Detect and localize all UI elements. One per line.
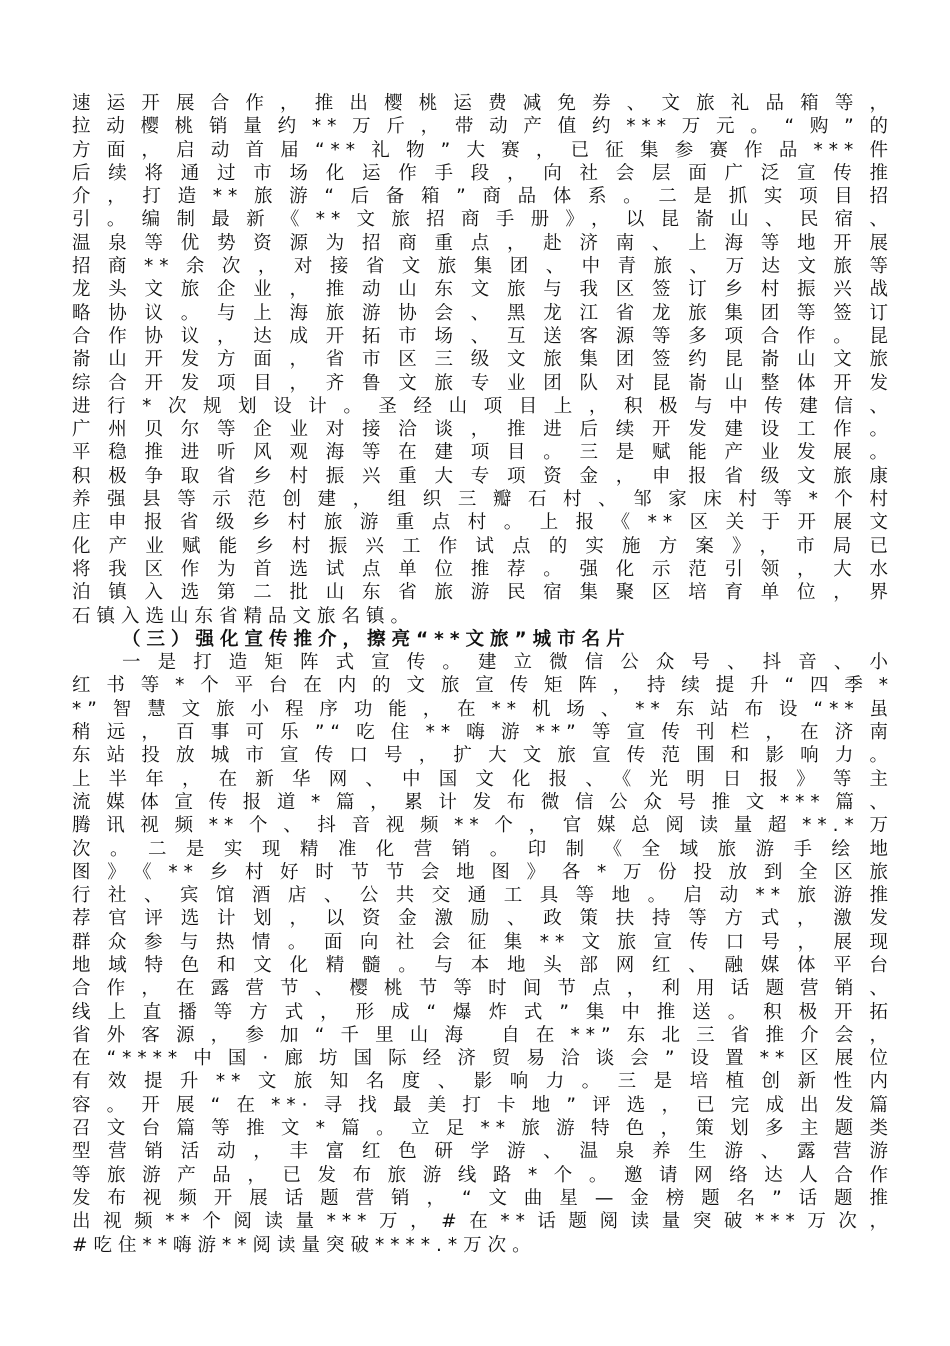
text-line: 次。二是实现精准化营销。印制《全域旅游手绘地 <box>72 838 894 860</box>
text-line: 嵛山开发方面，省市区三级文旅集团签约昆嵛山文旅 <box>72 349 894 371</box>
text-line: 进行*次规划设计。圣经山项目上，积极与中传建信、 <box>72 395 894 417</box>
text-line: #吃住**嗨游**阅读量突破****.*万次。 <box>72 1234 537 1256</box>
text-line: 省外客源，参加“千里山海 自在**”东北三省推介会， <box>72 1024 894 1046</box>
paragraph-1 <box>72 92 894 628</box>
text-line: 速运开展合作，推出樱桃运费减免券、文旅礼品箱等， <box>72 93 894 114</box>
text-line: 上半年，在新华网、中国文化报、《光明日报》等主 <box>72 768 894 790</box>
text-line: 召文台篇等推文*篇。立足**旅游特色，策划多主题类 <box>72 1118 894 1140</box>
text-line: 红书等*个平台在内的文旅宣传矩阵，持续提升“四季* <box>72 675 894 697</box>
text-line: 型营销活动，丰富红色研学游、温泉养生游、露营游 <box>72 1141 894 1163</box>
text-line: 腾讯视频**个、抖音视频**个，官媒总阅读量超**.*万 <box>72 815 894 837</box>
text-line: 有效提升**文旅知名度、影响力。三是培植创新性内 <box>72 1071 894 1093</box>
text-line: 东站投放城市宣传口号，扩大文旅宣传范围和影响力。 <box>72 745 894 767</box>
text-line: 合作，在露营节、樱桃节等时间节点，利用话题营销、 <box>72 978 894 1000</box>
text-line: 引。编制最新《**文旅招商手册》，以昆嵛山、民宿、 <box>72 209 894 231</box>
text-line: 平稳推进听风观海等在建项目。三是赋能产业发展。 <box>72 442 894 464</box>
text-line: 方面，启动首届“**礼物”大赛，已征集参赛作品***件 <box>72 139 894 161</box>
text-line: 稍远，百事可乐”“吃住**嗨游**”等宣传刊栏，在济南 <box>72 722 894 744</box>
text-line: 发布视频开展话题营销，“文曲星—金榜题名”话题推 <box>72 1187 894 1209</box>
text-line: 泊镇入选第二批山东省旅游民宿集聚区培育单位，界 <box>72 582 894 604</box>
text-line: 略协议。与上海旅游协会、黑龙江省龙旅集团等签订 <box>72 302 894 324</box>
text-line: 群众参与热情。面向社会征集**文旅宣传口号，展现 <box>72 931 894 953</box>
text-line: 流媒体宣传报道*篇，累计发布微信公众号推文***篇、 <box>72 791 894 813</box>
text-line: 招商**余次，对接省文旅集团、中青旅、万达文旅等 <box>72 256 894 278</box>
text-line: 积极争取省乡村振兴重大专项资金，申报省级文旅康 <box>72 465 894 487</box>
text-line: 化产业赋能乡村振兴工作试点的实施方案》，市局已 <box>72 535 894 557</box>
text-line: 在“****中国·廊坊国际经济贸易洽谈会”设置**区展位 <box>72 1048 894 1070</box>
text-line: 地域特色和文化精髓。与本地头部网红、融媒体平台 <box>72 954 894 976</box>
text-line: 介，打造**旅游“后备箱”商品体系。二是抓实项目招 <box>72 186 894 208</box>
document-page <box>72 92 894 1257</box>
text-line: 广州贝尔等企业对接洽谈，推进后续开发建设工作。 <box>72 419 894 441</box>
text-line: 合作协议，达成开拓市场、互送客源等多项合作。昆 <box>72 325 894 347</box>
text-line: 综合开发项目，齐鲁文旅专业团队对昆嵛山整体开发 <box>72 372 894 394</box>
text-line: 后续将通过市场化运作手段，向社会层面广泛宣传推 <box>72 162 894 184</box>
text-line: 图》《**乡村好时节节会地图》各*万份投放到全区旅 <box>72 861 894 883</box>
text-line: 荐官评选计划，以资金激励、政策扶持等方式，激发 <box>72 908 894 930</box>
text-line: 庄申报省级乡村旅游重点村。上报《**区关于开展文 <box>72 512 894 534</box>
text-line: 养强县等示范创建，组织三瓣石村、邹家床村等*个村 <box>72 489 894 511</box>
text-line: 石镇入选山东省精品文旅名镇。 <box>72 605 416 627</box>
text-line: 一是打造矩阵式宣传。建立微信公众号、抖音、小 <box>122 652 894 674</box>
section-heading: （三）强化宣传推介，擦亮“**文旅”城市名片 <box>122 628 631 650</box>
text-line: 等旅游产品，已发布旅游线路*个。邀请网络达人合作 <box>72 1164 894 1186</box>
text-line: 拉动樱桃销量约**万斤，带动产值约***万元。“购”的 <box>72 116 894 138</box>
text-line: 将我区作为首选试点单位推荐。强化示范引领，大水 <box>72 558 894 580</box>
text-line: 行社、宾馆酒店、公共交通工具等地。启动**旅游推 <box>72 885 894 907</box>
text-line: 龙头文旅企业，推动山东文旅与我区签订乡村振兴战 <box>72 279 894 301</box>
text-line: 温泉等优势资源为招商重点，赴济南、上海等地开展 <box>72 232 894 254</box>
text-line: 出视频**个阅读量***万，#在**话题阅读量突破***万次， <box>72 1211 894 1233</box>
text-line: *”智慧文旅小程序功能，在**机场、**东站布设“**虽 <box>72 698 894 720</box>
paragraph-2 <box>72 651 894 1257</box>
text-line: 线上直播等方式，形成“爆炸式”集中推送。积极开拓 <box>72 1001 894 1023</box>
text-line: 容。开展“在**·寻找最美打卡地”评选，已完成出发篇 <box>72 1094 894 1116</box>
